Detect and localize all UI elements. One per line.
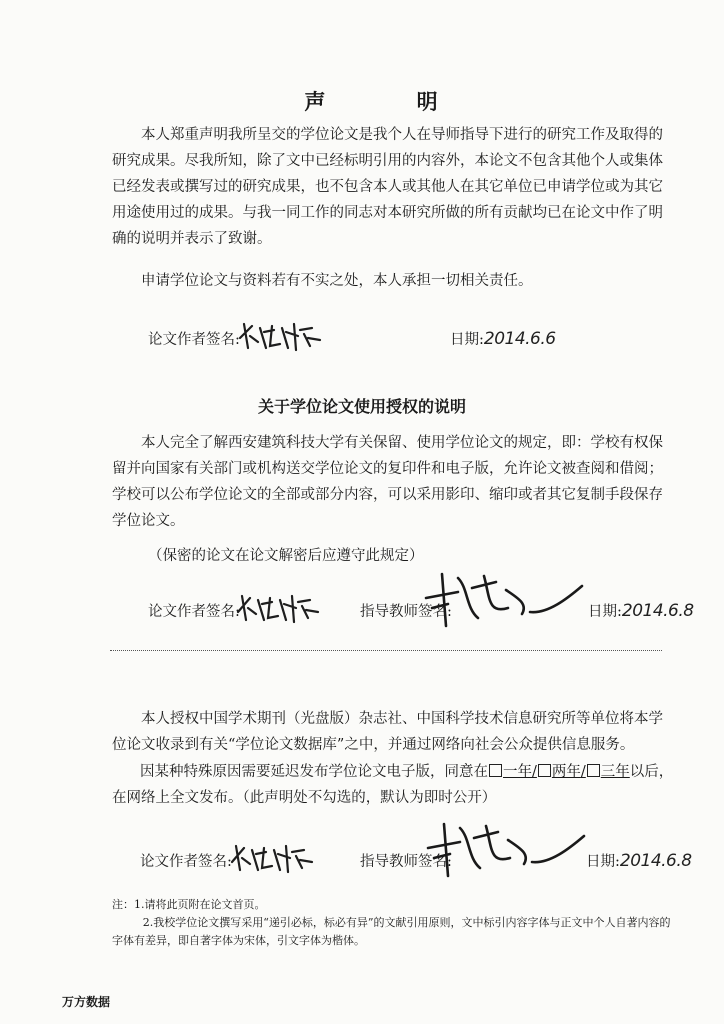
date-handwritten: 2014.6.6 — [483, 329, 556, 349]
date-label: 日期: — [588, 604, 622, 620]
advisor-handwritten-signature — [418, 568, 588, 634]
date-label: 日期: — [586, 854, 620, 870]
note-1: 注：1.请将此页附在论文首页。 — [112, 898, 266, 911]
declaration-responsibility: 申请学位论文与资料若有不实之处，本人承担一切相关责任。 — [141, 273, 533, 289]
date-label: 日期: — [450, 332, 484, 348]
date-handwritten: 2014.6.8 — [619, 851, 692, 871]
author-signature-label: 论文作者签名: — [140, 854, 232, 870]
author-signature-label: 论文作者签名: — [148, 332, 240, 348]
publication-paragraph: 本人授权中国学术期刊（光盘版）杂志社、中国科学技术信息研究所等单位将本学位论文收录到有关“学位论文数据库”之中，并通过网络向社会公众提供信息服务。 — [112, 711, 663, 753]
advisor-handwritten-signature — [420, 818, 590, 884]
checkbox-one-year[interactable] — [489, 764, 502, 777]
date-handwritten: 2014.6.8 — [621, 601, 694, 621]
author-handwritten-signature — [236, 318, 326, 354]
section-divider — [110, 650, 662, 651]
advisor-signature-label: 指导教师签名: — [360, 604, 452, 620]
checkbox-three-years[interactable] — [587, 764, 600, 777]
footer-watermark: 万方数据 — [62, 995, 111, 1009]
authorization-title: 关于学位论文使用授权的说明 — [257, 397, 466, 416]
author-handwritten-signature — [234, 590, 324, 626]
option-one-year: 一年 — [503, 764, 532, 780]
note-2: 2.我校学位论文撰写采用“递引必标，标必有异”的文献引用原则，文中标引内容字体与正文中个人自著内容的字体有差异，即自著字体为宋体，引文字体为楷体。 — [112, 916, 671, 947]
option-two-years: 两年 — [551, 764, 581, 780]
option-three-years: 三年 — [600, 764, 630, 780]
authorization-paragraph: 本人完全了解西安建筑科技大学有关保留、使用学位论文的规定，即：学校有权保留并向国家有关部门或机构送交学位论文的复印件和电子版，允许论文被查阅和借阅；学校可以公布学位论文的全部或部分内容，可以采用影印、缩印或者其它复制手段保存学位论文。 — [112, 435, 663, 529]
publication-default-note: 在网络上全文发布。（此声明处不勾选的，默认为即时公开） — [112, 790, 497, 806]
checkbox-two-years[interactable] — [538, 764, 551, 777]
advisor-signature-label: 指导教师签名: — [360, 854, 452, 870]
author-handwritten-signature — [228, 840, 318, 876]
confidential-note: （保密的论文在论文解密后应遵守此规定） — [148, 548, 424, 564]
author-signature-label: 论文作者签名: — [148, 604, 240, 620]
declaration-title: 声 明 — [304, 89, 480, 114]
delay-option-line: 因某种特殊原因需要延迟发布学位论文电子版，同意在 一年/ 两年/ 三年以后， — [140, 764, 674, 780]
declaration-paragraph: 本人郑重声明我所呈交的学位论文是我个人在导师指导下进行的研究工作及取得的研究成果。尽我所知，除了文中已经标明引用的内容外，本论文不包含其他个人或集体已经发表或撰写过的研究成果，也不包含本人或其他人在其它单位已申请学位或为其它用途使用过的成果。与我一同工作的同志对本研究所做的所有贡献均已在论文中作了明确的说明并表示了致谢。 — [112, 127, 663, 247]
